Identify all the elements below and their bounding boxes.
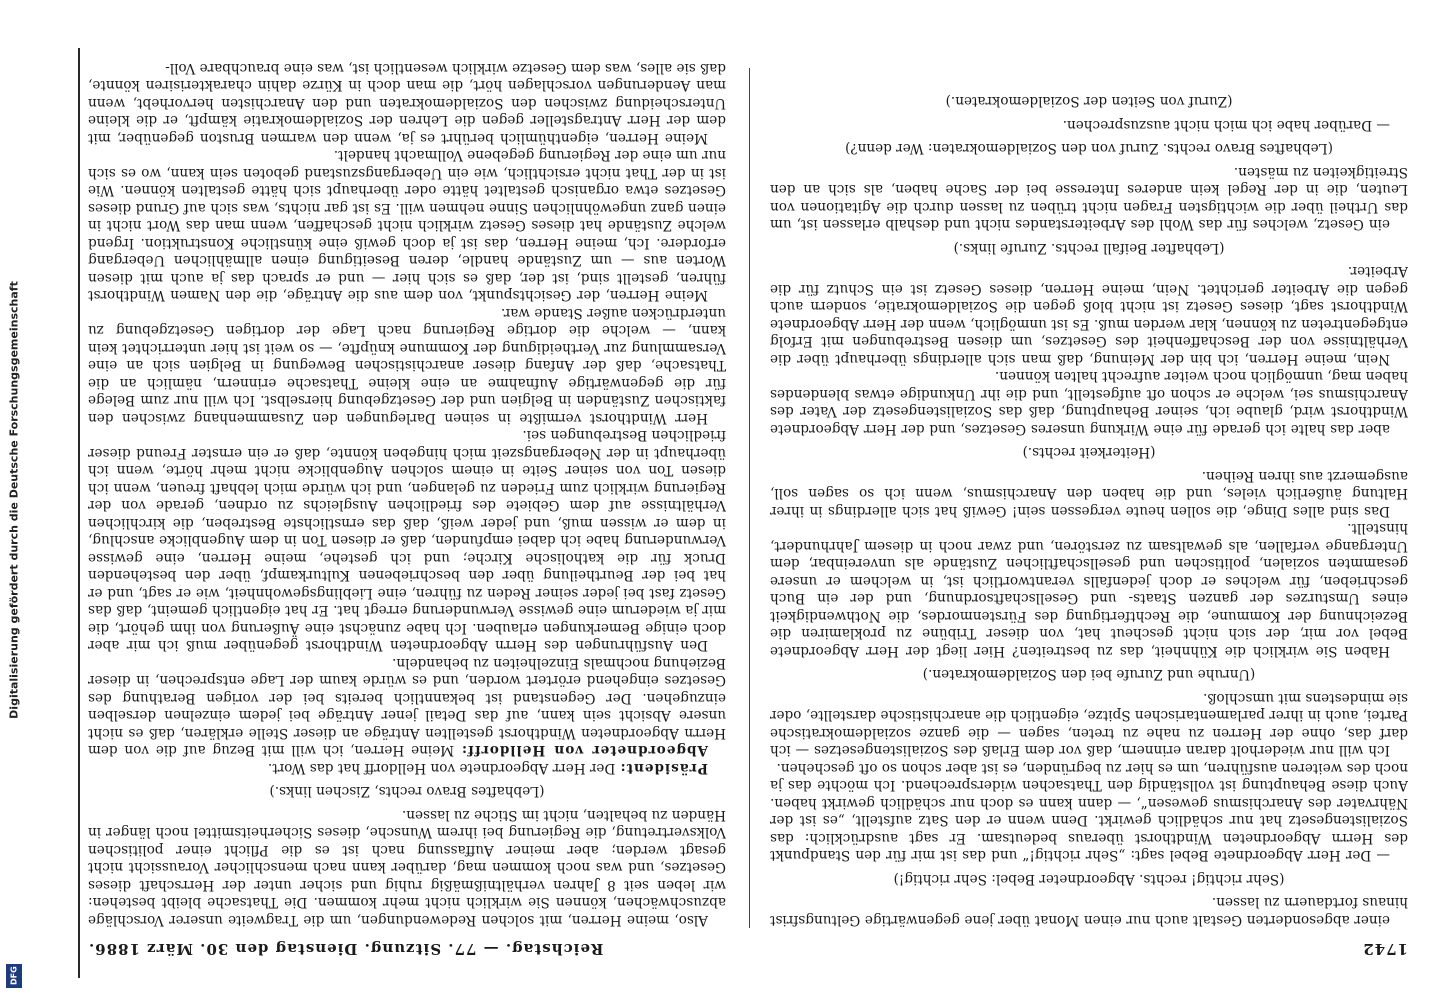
speaker-label: Abgeordneter von Helldorff:	[460, 742, 708, 759]
page-number: 1742	[1362, 940, 1408, 958]
stage-direction: (Zuruf von Seiten der Sozialdemokraten.)	[945, 93, 1233, 110]
speech-paragraph	[88, 654, 726, 759]
dfg-logo	[6, 964, 22, 988]
speech-paragraph	[88, 759, 726, 777]
dfg-logo-text: DFG	[9, 966, 19, 986]
stage-direction: (Lebhafter Beifall rechts. Zurufe links.)	[953, 240, 1225, 256]
column-divider	[749, 68, 750, 928]
speech-text: Meine Herren, ich will mit Bezug auf die von dem Herrn Abgeordneten Windthorst gestellten Anträge an dieser Stelle erklären, daß es nicht unsere Absicht sein kann, auf das Detail jener Anträge bei jedem einzelnen derselben einzugehen. Der Gegenstand ist bekanntlich bereits bei der vorigen Berathung des Gesetzes eingehend erörtert worden, und es würde kaum der Lage entsprechen, in dieser Beziehung nochmals Einzelheiten zu behandeln.	[88, 655, 726, 759]
text-paragraph: Den Ausführungen des Herrn Abgeordneten Windthorst gegenüber muß ich mir aber doch einige Bemerkungen erlauben. Ich habe zunächst eine Äußerung von ihm gehört, die mir ja wiederum eine gewisse Verwunderung erregt hat. Er hat eigentlich gemeint, daß das Gesetz fast bei jeder seiner Reden zu führen, eine Lieblingsgewohnheit, wie er sagt, und er hat bei der Beurtheilung über den beschriebenen Kulturkampf, über den bestehenden Druck für die katholische Kirche; und ich gestehe, meine Herren, eine gewisse Verwunderung habe ich dabei empfunden, daß er diesen Ton in dem Augenblicke anschlug, in dem er wissen muß, und jeder weiß, daß das ernstlichste Bestreben, die kirchlichen Verhältnisse auf dem Gebiete des friedlichen Ausgleichs zu ordnen, gerade von der Regierung wirklich zum Frieden zu gelangen, und ich würde mich lebhaft freuen, wenn ich diesen Ton von seiner Seite in einem solchen Augenblicke nicht mehr hörte, wenn ich überhaupt in der Nebergangszeit mich hingeben könnte, daß er ein ernster Freund dieser friedlichen Bestrebungen sei.	[88, 427, 726, 654]
text-paragraph: Nein, meine Herren, ich bin der Meinung, daß man sich allerdings überhaupt über die Verhältnisse von der Beschaffenheit des Gesetzes, um diesen Bestrebungen mit Erfolg entgegentreten zu können, klar werden muß. Es ist unmöglich, wenn der Herr Abgeordnete Windthorst sagt, dieses Gesetz ist nicht bloß gegen die Sozialdemokratie, sondern auch gegen die Arbeiter gerichtet. Nein, meine Herren, dieses Gesetz ist ein Schutz für die Arbeiter.	[770, 263, 1408, 367]
stage-direction: (Lebhaftes Bravo rechts. Zuruf von den Sozialdemokraten: Wer denn?)	[845, 140, 1333, 157]
page-header	[88, 936, 1408, 962]
stage-direction: (Unruhe und Zurufe bei den Sozialdemokraten.)	[922, 666, 1256, 683]
text-paragraph: Ich will nur wiederholt daran erinnern, daß vor dem Erlaß des Sozialistengesetzes — ich darf das, ohne der Herren zu nahe zu treten, sagen — die ganze sozialdemokratische Partei, auch in ihrer parlamentarischen Spitze, eigentlich die anarchistische darstellte, oder sie mindestens mit umschloß.	[770, 690, 1408, 759]
digitization-note: Digitalisierung gefördert durch die Deutsche Forschungsgemeinschaft	[7, 281, 21, 719]
speech-text: Der Herr Abgeordnete von Helldorff hat das Wort.	[267, 760, 620, 776]
reichstag-protocol-page	[88, 58, 1408, 962]
text-paragraph: — Darüber habe ich mich nicht auszusprechen.	[1062, 117, 1390, 133]
speaker-label: Präsident:	[619, 760, 708, 776]
stage-direction: (Sehr richtig! rechts. Abgeordneter Bebel: Sehr richtig!)	[893, 871, 1285, 887]
text-paragraph: aber das halte ich gerade für eine Wirkung unseres Gesetzes, und der Herr Abgeordnete Windthorst wird, glaube ich, seiner Behauptung, daß das Sozialistengesetz der Vater des Anarchismus sei, welche er schon oft aufgestellt, und die ihr Unkundige etwas blendendes haben mag, unmöglich noch weiter aufrecht halten können.	[770, 368, 1408, 437]
text-paragraph: — Der Herr Abgeordnete Bebel sagt: „Sehr richtig!“ und das ist mir für den Standpunkt des Herrn Abgeordneten Windthorst überaus bedeutsam. Er sagt ausdrücklich: das Sozialistengesetz hat nur schädlich gewirkt. Denn wenn er den Satz aufstellt, „es ist der Nährvater des Anarchismus gewesen“, — dann kann es doch nur schädlich gewirkt haben. Auch diese Behauptung ist vollständig den Thatsachen widersprechend. Ich möchte das ja noch des weiteren ausführen, um es hier zu begründen, es ist aber schon so oft geschehen.	[770, 760, 1408, 864]
text-paragraph: Also, meine Herren, mit solchen Redewendungen, um die Tragweite unserer Vorschläge abzuschwächen, können Sie wirklich nicht mehr kommen. Die Thatsache bleibt bestehen: wir leben seit 8 Jahren verhältnißmäßig ruhig und sicher unter der Herrschaft dieses Gesetzes, und was noch kommen mag, darüber kann nach menschlicher Voraussicht nicht gesagt werden; aber meiner Auffassung nach ist es die Pflicht einer politischen Volksvertretung, die Regierung bei ihrem Wunsche, dieses Sicherheitsmittel noch länger in Händen zu behalten, nicht im Stiche zu lassen.	[88, 807, 726, 928]
running-title: Reichstag. — 77. Sitzung. Dienstag den 30. März 1886.	[88, 940, 604, 958]
text-paragraph: ein Gesetz, welches für das Wohl des Arbeiterstandes nicht und deshalb erlassen ist, um das Urtheil über die wichtigsten Fragen nicht trüben zu lassen durch die Agitationen von Leuten, die in der Regel kein anderes Interesse bei der Sache haben, als sich an den Streitigkeiten zu mästen.	[770, 164, 1408, 233]
stage-direction: (Heiterkeit rechts.)	[1022, 444, 1156, 461]
stage-direction: (Lebhaftes Bravo rechts, Zischen links.)	[269, 783, 545, 800]
text-paragraph: Meine Herren, der Gesichtspunkt, von dem aus die Anträge, die den Namen Windthorst führen, gestellt sind, ist der, daß es sich hier — und er sprach das ja auch mit diesen Worten aus — um Zustände handle, deren Beseitigung einen allmählichen Uebergang erfordere. Ich, meine Herren, das ist ja doch gewiß eine künstliche Konstruktion. Irgend welche Zustände hat dieses Gesetz wirklich nicht geschaffen, wenn man das Wort nicht in einen ganz ungewöhnlichen Sinne nehmen will. Es ist gar nichts, was sich auf Grund dieses Gesetzes etwa organisch gestaltet hätte oder überhaupt sich hätte gestalten können. Wie ist in der That nicht ersichtlich, wie ein Uebergangszustand geboten sein kann, wo es sich nur um eine der Regierung gegebene Vollmacht handelt.	[88, 147, 726, 304]
text-paragraph: einer abgesonderten Gestalt auch nur einen Monat über jene gegenwärtige Geltungsfrist hinaus fortdauern zu lassen.	[770, 894, 1408, 928]
text-paragraph: Das sind alles Dinge, die sollen heute vergessen sein! Gewiß hat sich allerdings in ihrer Haltung äußerlich vieles, und die haben den Anarchismus, wenn ich so sagen soll, ausgemerzt aus ihren Reihen.	[770, 468, 1408, 519]
right-column	[88, 58, 726, 928]
left-column	[770, 58, 1408, 928]
text-paragraph: Meine Herren, eigenthümlich berührt es ja, wenn den warmen Bruston gegenüber, mit dem der Herr Antragsteller gegen die Lehren der Sozialdemokratie kämpft, er die kleine Unterscheidung zwischen den Sozialdemokraten und den Anarchisten hervorhebt, wenn man Aenderungen vorschlagen hört, die man doch in Kürze dahin charakterisiren könnte, daß sie alles, was dem Gesetze wirklich wesentlich ist, was eine brauchbare Voll-	[88, 60, 726, 146]
page-edge	[78, 48, 80, 978]
digitization-footer	[0, 0, 28, 1000]
text-paragraph: Haben Sie wirklich die Kühnheit, das zu bestreiten? Hier liegt der Herr Abgeordnete Bebel vor mir, der sich nicht gescheut hat, von dieser Tribüne zu proklamiren die Bezeichnung der Kommune, die Rechtfertigung des Fürstenmordes, die Nothwendigkeit eines Umsturzes der ganzen Staats- und Gesellschaftsordnung, und der ein Buch geschrieben, für welches er doch jedenfalls verantwortlich ist, in welchem er unsere gesammten sozialen, politischen und gesellschaftlichen Zustände als unvereinbar, dem Untergange verfallen, als gewaltsam zu zerstören, und zwar noch in diesem Jahrhundert, hinstellt.	[770, 520, 1408, 659]
text-paragraph: Herr Windthorst vermißte in seinen Darlegungen den Zusammenhang zwischen den faktischen Zuständen in Belgien und der Gesetzgebung hierselbst. Ich will nur zum Belege für die gegenwärtige Aufnahme an eine kleine Thatsache erinnern, nämlich an die Thatsache, daß der Anfang dieser anarchistischen Bewegung in Belgien sich an eine Versammlung zur Vertheidigung der Kommune knüpfte, — so weit ist hier unterrichtet kein kann, — welche die dortige Regierung nach Lage der dortigen Gesetzgebung zu unterdrücken außer Stande war.	[88, 305, 726, 426]
